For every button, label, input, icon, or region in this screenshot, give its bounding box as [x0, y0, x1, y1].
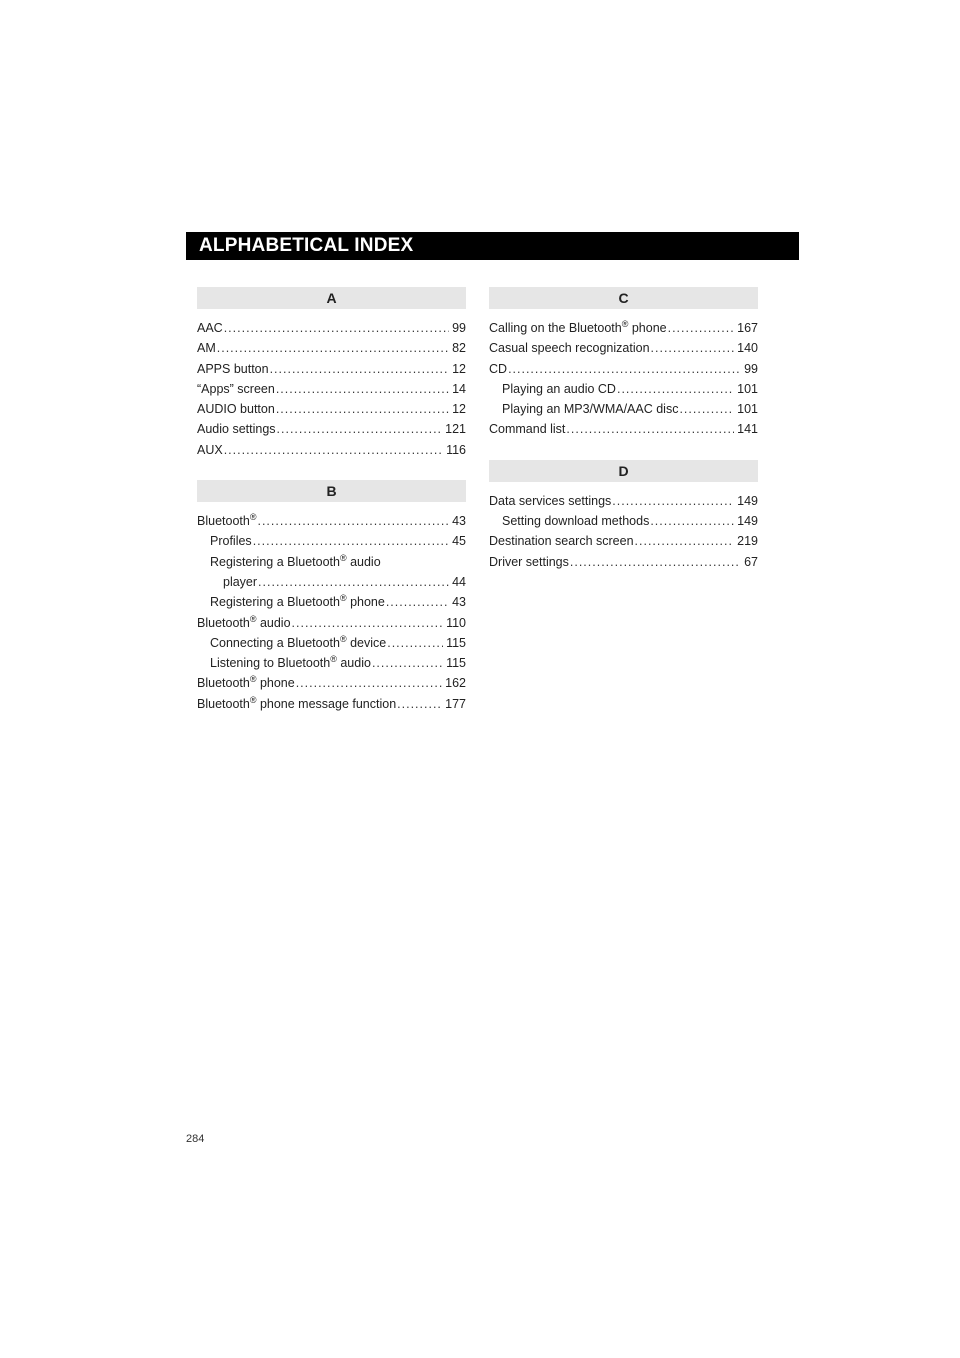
index-subentry[interactable]: Profiles ..... 45 [197, 531, 466, 551]
section-c-entries [489, 318, 758, 440]
index-entry[interactable]: Audio settings ..... 121 [197, 419, 466, 439]
section-a-entries [197, 318, 466, 460]
index-entry[interactable]: Driver settings ..... 67 [489, 552, 758, 572]
index-entry[interactable]: Destination search screen ..... 219 [489, 531, 758, 551]
index-entry[interactable]: “Apps” screen ..... 14 [197, 379, 466, 399]
index-subentry[interactable]: Registering a Bluetooth® audio [210, 552, 381, 569]
section-b-entries [197, 511, 466, 714]
index-entry[interactable]: Calling on the Bluetooth® phone ..... 167 [489, 318, 758, 338]
index-entry[interactable]: Data services settings ..... 149 [489, 491, 758, 511]
index-entry[interactable]: Casual speech recognization ..... 140 [489, 338, 758, 358]
index-entry[interactable]: AUDIO button ..... 12 [197, 399, 466, 419]
index-subentry[interactable]: Listening to Bluetooth® audio ..... 115 [197, 653, 466, 673]
section-letter-b: B [197, 480, 466, 502]
index-entry[interactable]: AAC ..... 99 [197, 318, 466, 338]
index-entry[interactable]: Bluetooth® ..... 43 [197, 511, 466, 531]
section-d-entries [489, 491, 758, 572]
index-subentry[interactable]: Playing an MP3/WMA/AAC disc ..... 101 [489, 399, 758, 419]
section-letter-a: A [197, 287, 466, 309]
index-entry[interactable]: Command list ..... 141 [489, 419, 758, 439]
page-title: ALPHABETICAL INDEX [186, 232, 799, 260]
index-entry[interactable]: APPS button ..... 12 [197, 359, 466, 379]
page-number: 284 [186, 1133, 205, 1145]
section-letter-c: C [489, 287, 758, 309]
index-entry[interactable]: Bluetooth® audio ..... 110 [197, 613, 466, 633]
index-entry[interactable]: Bluetooth® phone ..... 162 [197, 673, 466, 693]
index-entry[interactable]: AUX ..... 116 [197, 440, 466, 460]
section-letter-d: D [489, 460, 758, 482]
index-subentry[interactable]: Playing an audio CD ..... 101 [489, 379, 758, 399]
index-entry[interactable]: AM ..... 82 [197, 338, 466, 358]
index-subentry-continued[interactable]: player ..... 44 [197, 572, 466, 592]
index-subentry[interactable]: Connecting a Bluetooth® device ..... 115 [197, 633, 466, 653]
index-subentry[interactable]: Registering a Bluetooth® phone ..... 43 [197, 592, 466, 612]
index-subentry[interactable]: Setting download methods ..... 149 [489, 511, 758, 531]
index-column-left [197, 287, 466, 714]
index-entry[interactable]: CD ..... 99 [489, 359, 758, 379]
index-entry[interactable]: Bluetooth® phone message function ..... 177 [197, 694, 466, 714]
index-column-right [489, 287, 758, 572]
